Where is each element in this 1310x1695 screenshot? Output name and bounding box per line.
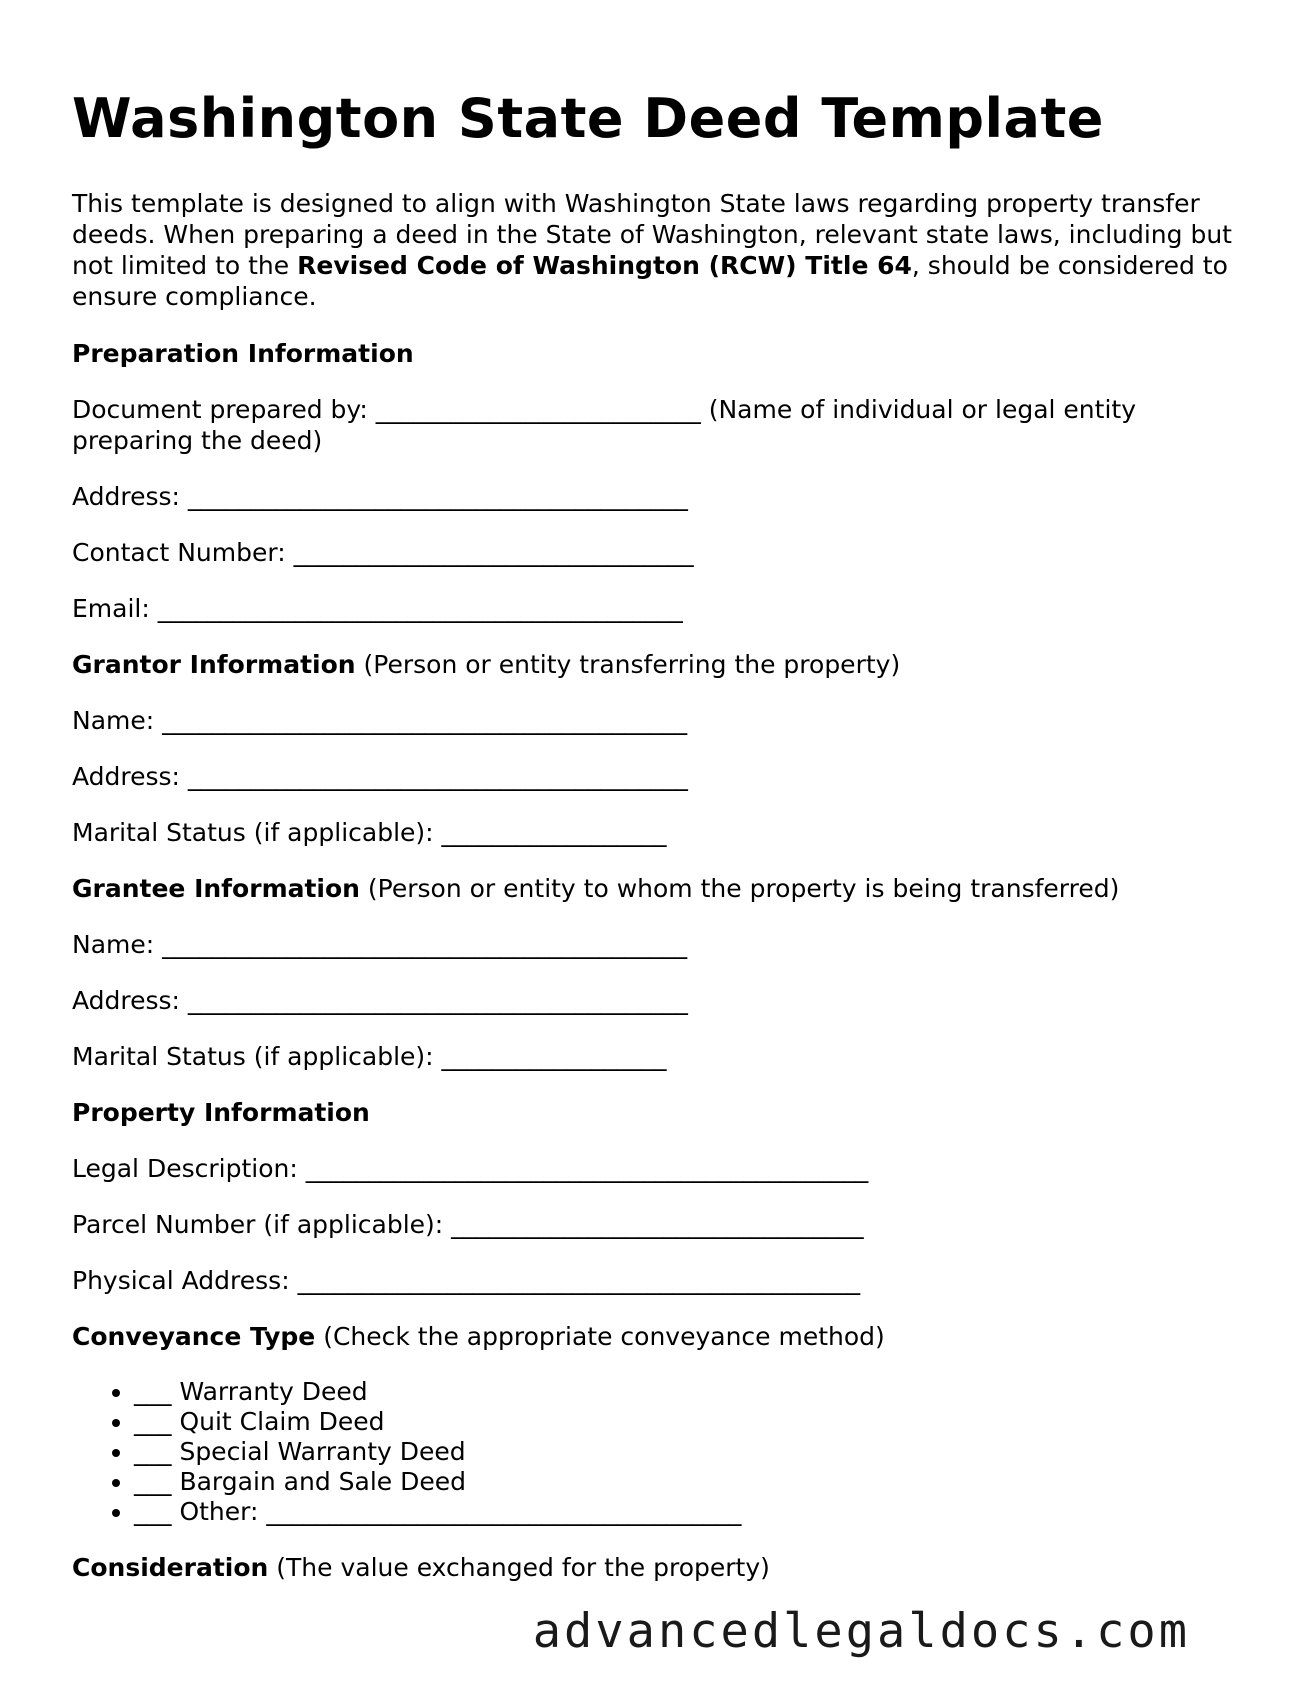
intro-paragraph [72, 188, 1242, 312]
conveyance-option-bargain-sale: • ___ Bargain and Sale Deed [134, 1467, 1242, 1497]
grantee-heading-line [72, 873, 1242, 904]
conveyance-heading-line [72, 1321, 1242, 1352]
conveyance-note: (Check the appropriate conveyance method) [315, 1322, 885, 1352]
grantor-name-field: Name: __________________________________________ [72, 706, 688, 736]
site-watermark: advancedlegaldocs.com [532, 1604, 1190, 1659]
preparer-address-field: Address: ________________________________________ [72, 482, 688, 512]
grantor-marital-field: Marital Status (if applicable): __________________ [72, 818, 667, 848]
consideration-heading: Consideration [72, 1553, 269, 1583]
property-heading: Property Information [72, 1098, 370, 1128]
grantee-address-field: Address: ________________________________________ [72, 986, 688, 1016]
grantor-heading-line [72, 649, 1242, 680]
consideration-note: (The value exchanged for the property) [268, 1553, 770, 1583]
conveyance-option-special-warranty: • ___ Special Warranty Deed [134, 1437, 1242, 1467]
intro-text-after: , should be considered to ensure compliance. [72, 251, 1228, 312]
document-page [72, 88, 1242, 1608]
preparation-heading: Preparation Information [72, 339, 414, 369]
grantee-name-field: Name: __________________________________________ [72, 930, 688, 960]
grantor-address-field: Address: ________________________________________ [72, 762, 688, 792]
legal-description-field: Legal Description: _____________________________________________ [72, 1154, 869, 1184]
preparer-contact-field: Contact Number: ________________________________ [72, 538, 694, 568]
grantor-note: (Person or entity transferring the property) [355, 650, 901, 680]
conveyance-option-warranty: • ___ Warranty Deed [134, 1377, 1242, 1407]
prepared-by-field: Document prepared by: __________________________ (Name of individual or legal entity preparing the deed) [72, 395, 1136, 456]
grantee-note: (Person or entity to whom the property is being transferred) [359, 874, 1120, 904]
grantee-heading: Grantee Information [72, 874, 360, 904]
conveyance-heading: Conveyance Type [72, 1322, 316, 1352]
consideration-heading-line [72, 1552, 1242, 1583]
conveyance-option-quit-claim: • ___ Quit Claim Deed [134, 1407, 1242, 1437]
grantee-marital-field: Marital Status (if applicable): __________________ [72, 1042, 667, 1072]
conveyance-options-list [72, 1377, 1242, 1527]
parcel-number-field: Parcel Number (if applicable): _________________________________ [72, 1210, 864, 1240]
intro-rcw-reference: Revised Code of Washington (RCW) Title 64 [297, 251, 912, 281]
preparer-email-field: Email: __________________________________________ [72, 594, 683, 624]
grantor-heading: Grantor Information [72, 650, 356, 680]
physical-address-field: Physical Address: _____________________________________________ [72, 1266, 861, 1296]
page-title: Washington State Deed Template [72, 87, 1104, 150]
intro-text-before: This template is designed to align with Washington State laws regarding property transfer deeds. When preparing a deed in the State of Washington, relevant state laws, including but not limited to the [72, 189, 1232, 281]
conveyance-option-other: • ___ Other: ______________________________________ [134, 1497, 1242, 1527]
